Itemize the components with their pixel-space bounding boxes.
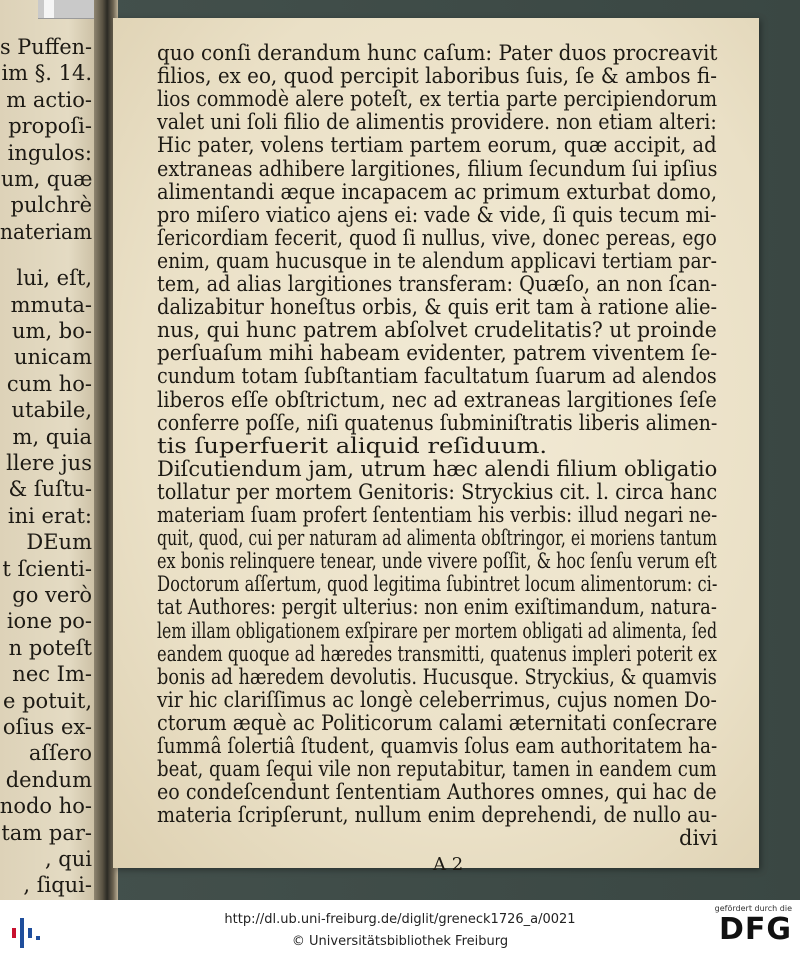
left-page-line: llere jus [6, 451, 92, 475]
right-page-line: materia ſcripſerunt, nullum enim deprehendi, de nullo au- [157, 803, 718, 828]
right-page-line: ſummâ ſolertiâ ſtudent, quamvis ſolus eam authoritatem ha- [157, 734, 718, 758]
left-page-line: , qui [44, 847, 92, 871]
left-page-line: pulchrè [10, 193, 92, 218]
right-page-line: eo condeſcendunt ſententiam Authores omnes, qui hac de [157, 780, 717, 805]
right-page-line: quit, quod, cui per naturam ad alimenta obſtringor, ei moriens tantum [157, 526, 718, 551]
left-page-line: lui, eſt, [16, 266, 92, 291]
right-page-line: divi [679, 826, 718, 851]
right-page-line: nus, qui hunc patrem abſolvet crudelitatis? ut proinde [157, 318, 717, 343]
left-page-line: , ſiqui- [23, 873, 92, 898]
left-page-line: propoſi- [8, 114, 92, 139]
right-page-line: extraneas adhibere largitiones, filium ſecundum ſui ipſius [157, 156, 718, 181]
right-page-line: ctorum æquè ac Politicorum calami æternitati conſecrare [157, 710, 718, 735]
left-page-line: tam par- [1, 820, 92, 845]
right-page-line: filios, ex eo, quod percipit laboribus ſuis, ſe & ambos fi- [157, 64, 717, 89]
right-page-line: cundum totam ſubſtantiam facultatum ſuarum ad alendos [157, 364, 717, 389]
left-page-line: t ſcienti- [2, 556, 92, 581]
right-page-line: perſuaſum mihi habeam evidenter, patrem viventem ſe- [157, 341, 718, 366]
right-page-line: ex bonis relinquere tenear, unde vivere poſſit, & hoc ſenſu verum eſt [157, 549, 717, 574]
signature-mark: A 2 [433, 854, 464, 875]
left-page-line: e potuit, [3, 688, 92, 713]
right-page-line: Diſcutiendum jam, utrum hæc alendi filium obligatio [157, 456, 718, 481]
right-page-line: vir hic clariſſimus ac longè celeberrimus, cujus nomen Do- [157, 687, 717, 712]
right-page-line: Hic pater, volens tertiam partem eorum, quæ accipit, ad [157, 133, 717, 158]
left-page-line: & ſuſtu- [8, 477, 92, 502]
dfg-logo-text: DFG [718, 912, 792, 947]
right-page-line: conferre poſſe, niſi quatenus ſubminiſtratis liberis alimen- [157, 410, 718, 435]
left-page-line: ione po- [6, 609, 92, 634]
right-page-line: Doctorum aſſertum, quod legitima ſubintret locum alimentorum: ci- [157, 572, 718, 597]
right-page-line: enim, quam hucusque in te alendum applicavi tertiam par- [157, 248, 718, 273]
right-page-line: quo conſi derandum hunc caſum: Pater duos procreavit [157, 41, 718, 65]
left-page-line: cum ho- [6, 371, 92, 396]
right-page-line: lem illam obligationem exſpirare per mortem obligati ad alimenta, ſed [157, 618, 718, 643]
left-page-line: go verò [12, 583, 92, 607]
right-page-line: pro miſero viatico ajens ei: vade & vide, ſi quis tecum mi- [157, 202, 717, 227]
left-page-line: nodo ho- [0, 794, 92, 819]
left-page-line: nateriam [0, 219, 92, 244]
right-page-line: alimentandi æque incapacem ac primum exturbat domo, [157, 179, 718, 204]
left-page-line: ingulos: [7, 140, 92, 165]
right-page-line: lios commodè alere poteſt, ex tertia parte percipiendorum [157, 87, 718, 112]
right-page-line: materiam ſuam profert ſententiam his verbis: illud negari ne- [157, 503, 718, 527]
right-page [113, 18, 759, 875]
copyright-notice: © Universitätsbibliothek Freiburg [291, 934, 509, 949]
left-page-line: im §. 14. [1, 61, 92, 86]
right-page-line: tem, ad alias largitiones transferam: Quæſo, an non ſcan- [157, 272, 718, 296]
right-page-line: eandem quoque ad hæredes transmitti, quatenus impleri poterit ex [157, 641, 717, 666]
left-page-line: um, quæ [0, 167, 92, 191]
right-page-line: beat, quam ſequi vile non reputabitur, tamen in eandem cum [157, 757, 717, 782]
right-page-line: dalizabitur honeſtus orbis, & quis erit tam à ratione alie- [157, 295, 718, 320]
right-page-line: tis ſuperfuerit aliquid reſiduum. [157, 433, 548, 458]
left-page-line: um, bo- [12, 319, 92, 343]
left-page [0, 0, 98, 900]
left-page-line: m actio- [6, 87, 92, 112]
left-page-line: m, quia [12, 424, 92, 449]
left-page-line: n poteſt [8, 635, 92, 660]
left-page-line: utabile, [11, 398, 92, 423]
left-page-line: nec Im- [12, 662, 92, 687]
scan-calibration-strip [38, 0, 102, 19]
left-page-line: mmuta- [10, 292, 92, 317]
left-page-line: s Puffen- [0, 35, 92, 59]
right-page-line: bonis ad hæredem devolutis. Hucusque. Stryckius, & quamvis [157, 664, 717, 689]
right-page-line: tat Authores: pergit ulterius: non enim exiſtimandum, natura- [157, 595, 717, 620]
dfg-caption: gefördert durch die [714, 904, 792, 913]
right-page-line: tollatur per mortem Genitoris: Stryckius cit. l. circa hanc [157, 479, 718, 504]
right-page-line: liberos eſſe obſtrictum, nec ad extraneas largitiones ſeſe [157, 387, 717, 412]
left-page-line: unicam [14, 345, 92, 370]
permalink-url[interactable]: http://dl.ub.uni-freiburg.de/diglit/greneck1726_a/0021 [224, 912, 576, 927]
left-page-line: aſſero [28, 741, 92, 766]
left-page-line: oſius ex- [2, 715, 92, 739]
footer-bar [0, 900, 800, 958]
left-page-line: DEum [26, 530, 92, 555]
left-page-line: ini erat: [7, 503, 92, 528]
dfg-logo [682, 904, 792, 954]
left-page-line: dendum [5, 767, 92, 792]
right-page-line: ſericordiam fecerit, quod ſi nullus, vive, donec pereas, ego [157, 225, 717, 250]
right-page-line: valet uni ſoli filio de alimentis providere. non etiam alteri: [157, 110, 717, 135]
